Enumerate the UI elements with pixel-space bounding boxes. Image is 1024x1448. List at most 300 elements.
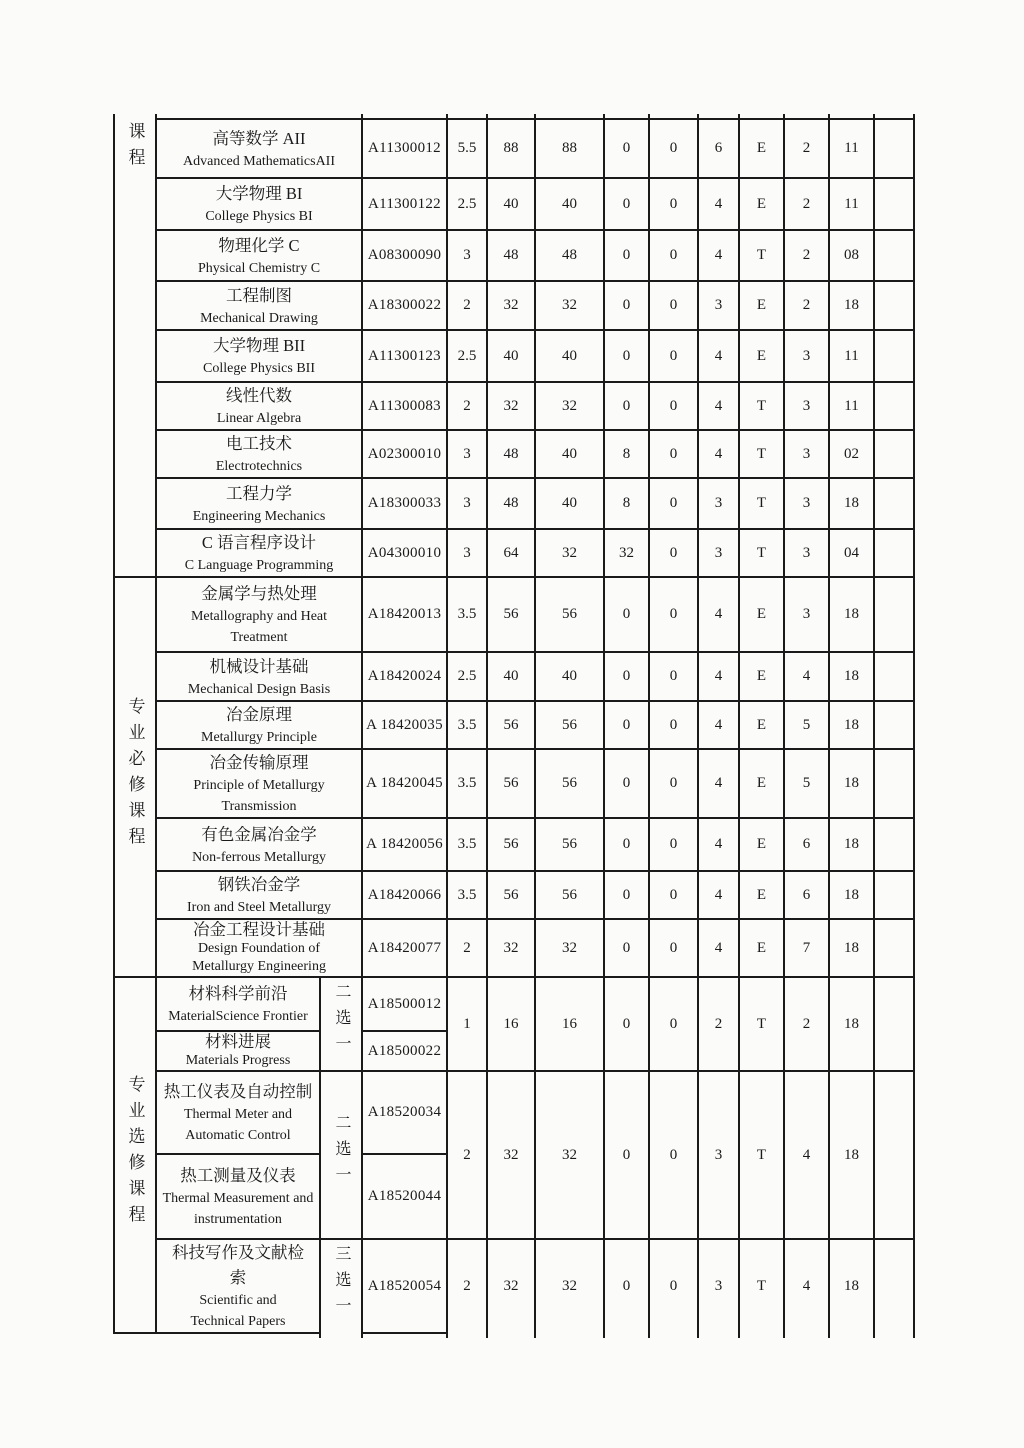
semester-cell: 5 xyxy=(784,701,829,749)
course-name-zh: 有色金属冶金学 xyxy=(201,824,317,844)
practice-hours-cell: 0 xyxy=(649,178,698,230)
course-row xyxy=(114,529,914,577)
course-code-cell: A11300122 xyxy=(362,178,447,230)
course-row xyxy=(114,178,914,230)
course-name-en: Physical Chemistry C xyxy=(197,260,321,276)
lecture-hours-cell: 40 xyxy=(535,178,604,230)
assessment-cell: T xyxy=(739,430,784,478)
notes-cell xyxy=(874,1239,914,1333)
credit-cell: 3 xyxy=(447,430,487,478)
selection-rule-label: 三选一 xyxy=(333,1245,350,1323)
notes-cell xyxy=(874,281,914,330)
course-name-en: College Physics BII xyxy=(203,361,315,376)
assessment-cell: T xyxy=(739,529,784,577)
selection-rule-label: 二选一 xyxy=(333,1113,350,1192)
weekly-hours-cell: 3 xyxy=(698,281,739,330)
column-stub xyxy=(487,1333,535,1338)
practice-hours-cell: 0 xyxy=(649,281,698,330)
dept-code-cell: 18 xyxy=(829,652,874,701)
weekly-hours-cell: 3 xyxy=(698,529,739,577)
course-code-cell: A18500012 xyxy=(362,977,447,1031)
credit-cell: 5.5 xyxy=(447,119,487,178)
assessment-cell: E xyxy=(739,119,784,178)
assessment-cell: E xyxy=(739,652,784,701)
category-cell xyxy=(114,114,156,577)
course-code-cell: A18420066 xyxy=(362,871,447,919)
course-name-zh: 科技写作及文献检索 xyxy=(172,1243,304,1287)
course-name-zh: 电工技术 xyxy=(226,434,292,453)
course-code-cell: A 18420056 xyxy=(362,818,447,871)
curriculum-table xyxy=(113,114,915,1338)
dept-code-cell: 18 xyxy=(829,478,874,529)
practice-hours-cell: 0 xyxy=(649,529,698,577)
credit-cell: 3 xyxy=(447,478,487,529)
experiment-hours-cell: 0 xyxy=(604,977,649,1071)
semester-cell: 2 xyxy=(784,119,829,178)
experiment-hours-cell: 8 xyxy=(604,478,649,529)
course-name-en: Design Foundation of Metallurgy Engineering xyxy=(192,941,326,974)
course-code-cell: A02300010 xyxy=(362,430,447,478)
total-hours-cell: 56 xyxy=(487,577,535,652)
semester-cell: 2 xyxy=(784,230,829,281)
semester-cell: 3 xyxy=(784,529,829,577)
semester-cell: 3 xyxy=(784,330,829,382)
weekly-hours-cell: 4 xyxy=(698,577,739,652)
notes-cell xyxy=(874,119,914,178)
assessment-cell: E xyxy=(739,577,784,652)
experiment-hours-cell: 0 xyxy=(604,119,649,178)
course-name-en: MaterialScience Frontier xyxy=(168,1009,308,1024)
course-name-en: College Physics BI xyxy=(205,209,313,224)
dept-code-cell: 11 xyxy=(829,330,874,382)
experiment-hours-cell: 0 xyxy=(604,230,649,281)
course-row xyxy=(114,652,914,701)
credit-cell: 3 xyxy=(447,529,487,577)
credit-cell: 2 xyxy=(447,1239,487,1333)
dept-code-cell: 04 xyxy=(829,529,874,577)
course-row xyxy=(114,577,914,652)
experiment-hours-cell: 0 xyxy=(604,701,649,749)
course-code-cell: A18520054 xyxy=(362,1239,447,1333)
category-label: 课程 xyxy=(125,122,145,174)
notes-cell xyxy=(874,577,914,652)
course-code-cell: A18520034 xyxy=(362,1071,447,1154)
credit-cell: 2 xyxy=(447,919,487,977)
practice-hours-cell: 0 xyxy=(649,652,698,701)
total-hours-cell: 16 xyxy=(487,977,535,1071)
course-name-en: Advanced MathematicsAII xyxy=(183,153,335,169)
practice-hours-cell: 0 xyxy=(649,701,698,749)
lecture-hours-cell: 40 xyxy=(535,330,604,382)
selection-rule-cell xyxy=(320,1239,362,1333)
weekly-hours-cell: 4 xyxy=(698,430,739,478)
course-name-cell xyxy=(156,577,362,652)
experiment-hours-cell: 0 xyxy=(604,749,649,818)
semester-cell: 3 xyxy=(784,430,829,478)
course-name-cell xyxy=(156,1154,320,1239)
dept-code-cell: 18 xyxy=(829,977,874,1071)
course-name-cell xyxy=(156,1031,320,1071)
semester-cell: 2 xyxy=(784,281,829,330)
notes-cell xyxy=(874,701,914,749)
total-hours-cell: 48 xyxy=(487,230,535,281)
lecture-hours-cell: 32 xyxy=(535,281,604,330)
column-stub xyxy=(829,1333,874,1338)
credit-cell: 3.5 xyxy=(447,818,487,871)
course-row xyxy=(114,919,914,977)
practice-hours-cell: 0 xyxy=(649,871,698,919)
dept-code-cell: 18 xyxy=(829,871,874,919)
course-row xyxy=(114,281,914,330)
lecture-hours-cell: 32 xyxy=(535,919,604,977)
column-stub xyxy=(535,1333,604,1338)
dept-code-cell: 11 xyxy=(829,382,874,430)
weekly-hours-cell: 4 xyxy=(698,382,739,430)
course-row xyxy=(114,330,914,382)
course-row xyxy=(114,1071,914,1154)
course-name-en: Mechanical Design Basis xyxy=(187,681,331,697)
selection-rule-cell xyxy=(320,1071,362,1239)
lecture-hours-cell: 32 xyxy=(535,1071,604,1239)
lecture-hours-cell: 56 xyxy=(535,577,604,652)
course-name-en: Materials Progress xyxy=(185,1053,291,1068)
column-stub xyxy=(649,1333,698,1338)
course-row xyxy=(114,478,914,529)
lecture-hours-cell: 40 xyxy=(535,430,604,478)
course-name-en: Iron and Steel Metallurgy xyxy=(187,900,331,915)
course-name-cell xyxy=(156,818,362,871)
assessment-cell: E xyxy=(739,330,784,382)
experiment-hours-cell: 0 xyxy=(604,871,649,919)
weekly-hours-cell: 3 xyxy=(698,478,739,529)
course-name-zh: 大学物理 BII xyxy=(212,336,306,355)
course-name-cell xyxy=(156,871,362,919)
credit-cell: 3.5 xyxy=(447,749,487,818)
notes-cell xyxy=(874,230,914,281)
course-name-en: Principle of Metallurgy Transmission xyxy=(193,778,325,814)
notes-cell xyxy=(874,749,914,818)
weekly-hours-cell: 4 xyxy=(698,230,739,281)
course-name-zh: 工程力学 xyxy=(226,483,292,503)
experiment-hours-cell: 0 xyxy=(604,330,649,382)
category-cell xyxy=(114,577,156,977)
weekly-hours-cell: 6 xyxy=(698,119,739,178)
category-label: 专业必修课程 xyxy=(125,696,145,853)
column-stub xyxy=(698,1333,739,1338)
semester-cell: 3 xyxy=(784,478,829,529)
total-hours-cell: 64 xyxy=(487,529,535,577)
page-break-gap xyxy=(114,1333,320,1338)
course-name-en: Non-ferrous Metallurgy xyxy=(192,849,326,865)
lecture-hours-cell: 56 xyxy=(535,701,604,749)
course-name-cell xyxy=(156,977,320,1031)
lecture-hours-cell: 32 xyxy=(535,382,604,430)
assessment-cell: E xyxy=(739,178,784,230)
assessment-cell: E xyxy=(739,919,784,977)
total-hours-cell: 48 xyxy=(487,478,535,529)
column-stub xyxy=(784,1333,829,1338)
course-name-cell xyxy=(156,281,362,330)
course-name-zh: 金属学与热处理 xyxy=(201,584,317,603)
total-hours-cell: 56 xyxy=(487,749,535,818)
course-name-zh: 材料进展 xyxy=(205,1032,271,1051)
course-name-en: Thermal Meter and Automatic Control xyxy=(183,1107,293,1143)
assessment-cell: T xyxy=(739,230,784,281)
dept-code-cell: 11 xyxy=(829,178,874,230)
experiment-hours-cell: 0 xyxy=(604,652,649,701)
practice-hours-cell: 0 xyxy=(649,1071,698,1239)
practice-hours-cell: 0 xyxy=(649,330,698,382)
weekly-hours-cell: 4 xyxy=(698,871,739,919)
course-row xyxy=(114,749,914,818)
total-hours-cell: 40 xyxy=(487,652,535,701)
course-code-cell: A18500022 xyxy=(362,1031,447,1071)
column-stub xyxy=(604,1333,649,1338)
lecture-hours-cell: 40 xyxy=(535,652,604,701)
total-hours-cell: 32 xyxy=(487,281,535,330)
notes-cell xyxy=(874,871,914,919)
weekly-hours-cell: 3 xyxy=(698,1239,739,1333)
total-hours-cell: 40 xyxy=(487,178,535,230)
course-code-cell: A11300083 xyxy=(362,382,447,430)
course-name-zh: 大学物理 BI xyxy=(215,184,303,203)
course-name-zh: 冶金原理 xyxy=(226,705,292,724)
course-code-cell: A18420077 xyxy=(362,919,447,977)
total-hours-cell: 32 xyxy=(487,919,535,977)
credit-cell: 2 xyxy=(447,281,487,330)
course-name-zh: 物理化学 C xyxy=(218,235,300,255)
dept-code-cell: 18 xyxy=(829,919,874,977)
notes-cell xyxy=(874,652,914,701)
total-hours-cell: 56 xyxy=(487,818,535,871)
assessment-cell: T xyxy=(739,1239,784,1333)
semester-cell: 3 xyxy=(784,577,829,652)
weekly-hours-cell: 4 xyxy=(698,701,739,749)
course-name-cell xyxy=(156,749,362,818)
course-name-zh: 钢铁冶金学 xyxy=(217,875,301,894)
course-name-cell xyxy=(156,529,362,577)
weekly-hours-cell: 4 xyxy=(698,818,739,871)
practice-hours-cell: 0 xyxy=(649,1239,698,1333)
dept-code-cell: 18 xyxy=(829,1239,874,1333)
page-break-gap xyxy=(362,1333,447,1338)
course-name-en: Engineering Mechanics xyxy=(192,508,326,524)
category-label: 专业选修课程 xyxy=(125,1074,145,1231)
course-code-cell: A08300090 xyxy=(362,230,447,281)
lecture-hours-cell: 32 xyxy=(535,1239,604,1333)
course-name-cell xyxy=(156,230,362,281)
weekly-hours-cell: 4 xyxy=(698,178,739,230)
semester-cell: 7 xyxy=(784,919,829,977)
course-name-cell xyxy=(156,701,362,749)
lecture-hours-cell: 40 xyxy=(535,478,604,529)
experiment-hours-cell: 32 xyxy=(604,529,649,577)
course-name-en: Metallography and Heat Treatment xyxy=(190,609,328,645)
course-row xyxy=(114,119,914,178)
semester-cell: 2 xyxy=(784,178,829,230)
notes-cell xyxy=(874,382,914,430)
dept-code-cell: 08 xyxy=(829,230,874,281)
lecture-hours-cell: 56 xyxy=(535,818,604,871)
lecture-hours-cell: 88 xyxy=(535,119,604,178)
course-name-cell xyxy=(156,1071,320,1154)
total-hours-cell: 88 xyxy=(487,119,535,178)
total-hours-cell: 56 xyxy=(487,701,535,749)
experiment-hours-cell: 0 xyxy=(604,382,649,430)
course-name-zh: 工程制图 xyxy=(226,285,292,305)
total-hours-cell: 32 xyxy=(487,1071,535,1239)
course-name-cell xyxy=(156,119,362,178)
semester-cell: 6 xyxy=(784,818,829,871)
course-code-cell: A04300010 xyxy=(362,529,447,577)
credit-cell: 2.5 xyxy=(447,652,487,701)
semester-cell: 3 xyxy=(784,382,829,430)
assessment-cell: E xyxy=(739,281,784,330)
course-row xyxy=(114,701,914,749)
category-cell xyxy=(114,977,156,1333)
assessment-cell: E xyxy=(739,701,784,749)
course-name-en: Scientific and Technical Papers xyxy=(190,1293,286,1329)
notes-cell xyxy=(874,178,914,230)
column-stub xyxy=(320,1333,362,1338)
course-code-cell: A 18420035 xyxy=(362,701,447,749)
course-name-zh: C 语言程序设计 xyxy=(201,533,317,552)
weekly-hours-cell: 2 xyxy=(698,977,739,1071)
course-name-cell xyxy=(156,478,362,529)
weekly-hours-cell: 4 xyxy=(698,330,739,382)
credit-cell: 2 xyxy=(447,1071,487,1239)
course-code-cell: A 18420045 xyxy=(362,749,447,818)
credit-cell: 3.5 xyxy=(447,871,487,919)
course-name-cell xyxy=(156,382,362,430)
semester-cell: 5 xyxy=(784,749,829,818)
assessment-cell: T xyxy=(739,1071,784,1239)
course-code-cell: A18420013 xyxy=(362,577,447,652)
notes-cell xyxy=(874,430,914,478)
assessment-cell: T xyxy=(739,478,784,529)
course-code-cell: A11300012 xyxy=(362,119,447,178)
practice-hours-cell: 0 xyxy=(649,577,698,652)
assessment-cell: T xyxy=(739,977,784,1071)
practice-hours-cell: 0 xyxy=(649,919,698,977)
page-break-bottom-row xyxy=(114,1333,914,1338)
notes-cell xyxy=(874,330,914,382)
course-name-cell xyxy=(156,652,362,701)
notes-cell xyxy=(874,818,914,871)
course-name-cell xyxy=(156,430,362,478)
course-row xyxy=(114,430,914,478)
practice-hours-cell: 0 xyxy=(649,818,698,871)
experiment-hours-cell: 0 xyxy=(604,919,649,977)
course-name-en: Electrotechnics xyxy=(215,459,303,474)
course-name-en: Metallurgy Principle xyxy=(201,730,317,745)
total-hours-cell: 32 xyxy=(487,382,535,430)
practice-hours-cell: 0 xyxy=(649,478,698,529)
dept-code-cell: 18 xyxy=(829,577,874,652)
dept-code-cell: 18 xyxy=(829,749,874,818)
course-name-zh: 热工测量及仪表 xyxy=(180,1166,296,1185)
experiment-hours-cell: 0 xyxy=(604,818,649,871)
weekly-hours-cell: 4 xyxy=(698,749,739,818)
experiment-hours-cell: 0 xyxy=(604,1071,649,1239)
lecture-hours-cell: 32 xyxy=(535,529,604,577)
notes-cell xyxy=(874,1071,914,1239)
notes-cell xyxy=(874,478,914,529)
course-name-cell xyxy=(156,1239,320,1333)
practice-hours-cell: 0 xyxy=(649,749,698,818)
course-name-en: Linear Algebra xyxy=(216,411,302,426)
lecture-hours-cell: 48 xyxy=(535,230,604,281)
total-hours-cell: 32 xyxy=(487,1239,535,1333)
dept-code-cell: 18 xyxy=(829,1071,874,1239)
credit-cell: 2.5 xyxy=(447,178,487,230)
course-row xyxy=(114,382,914,430)
notes-cell xyxy=(874,977,914,1071)
assessment-cell: E xyxy=(739,871,784,919)
course-name-cell xyxy=(156,919,362,977)
course-name-cell xyxy=(156,330,362,382)
dept-code-cell: 18 xyxy=(829,281,874,330)
course-row xyxy=(114,818,914,871)
total-hours-cell: 48 xyxy=(487,430,535,478)
experiment-hours-cell: 0 xyxy=(604,178,649,230)
experiment-hours-cell: 0 xyxy=(604,1239,649,1333)
semester-cell: 4 xyxy=(784,652,829,701)
credit-cell: 3.5 xyxy=(447,577,487,652)
course-name-zh: 冶金工程设计基础 xyxy=(193,920,325,939)
notes-cell xyxy=(874,919,914,977)
course-name-cell xyxy=(156,178,362,230)
lecture-hours-cell: 56 xyxy=(535,871,604,919)
course-name-zh: 机械设计基础 xyxy=(209,656,309,676)
semester-cell: 4 xyxy=(784,1239,829,1333)
practice-hours-cell: 0 xyxy=(649,230,698,281)
course-name-zh: 高等数学 AII xyxy=(212,128,306,148)
course-name-en: C Language Programming xyxy=(184,558,334,573)
practice-hours-cell: 0 xyxy=(649,430,698,478)
notes-cell xyxy=(874,529,914,577)
column-stub xyxy=(447,1333,487,1338)
dept-code-cell: 02 xyxy=(829,430,874,478)
course-code-cell: A18420024 xyxy=(362,652,447,701)
semester-cell: 4 xyxy=(784,1071,829,1239)
course-code-cell: A11300123 xyxy=(362,330,447,382)
column-stub xyxy=(874,1333,914,1338)
course-name-en: Thermal Measurement and instrumentation xyxy=(162,1191,314,1227)
course-row xyxy=(114,1239,914,1333)
experiment-hours-cell: 8 xyxy=(604,430,649,478)
credit-cell: 3 xyxy=(447,230,487,281)
lecture-hours-cell: 16 xyxy=(535,977,604,1071)
assessment-cell: T xyxy=(739,382,784,430)
course-name-zh: 热工仪表及自动控制 xyxy=(163,1082,313,1101)
assessment-cell: E xyxy=(739,818,784,871)
course-code-cell: A18520044 xyxy=(362,1154,447,1239)
assessment-cell: E xyxy=(739,749,784,818)
course-name-zh: 冶金传输原理 xyxy=(209,753,309,772)
credit-cell: 1 xyxy=(447,977,487,1071)
course-row xyxy=(114,977,914,1031)
credit-cell: 2 xyxy=(447,382,487,430)
semester-cell: 6 xyxy=(784,871,829,919)
course-row xyxy=(114,230,914,281)
course-code-cell: A18300033 xyxy=(362,478,447,529)
experiment-hours-cell: 0 xyxy=(604,577,649,652)
practice-hours-cell: 0 xyxy=(649,119,698,178)
dept-code-cell: 18 xyxy=(829,701,874,749)
dept-code-cell: 18 xyxy=(829,818,874,871)
selection-rule-cell xyxy=(320,977,362,1071)
